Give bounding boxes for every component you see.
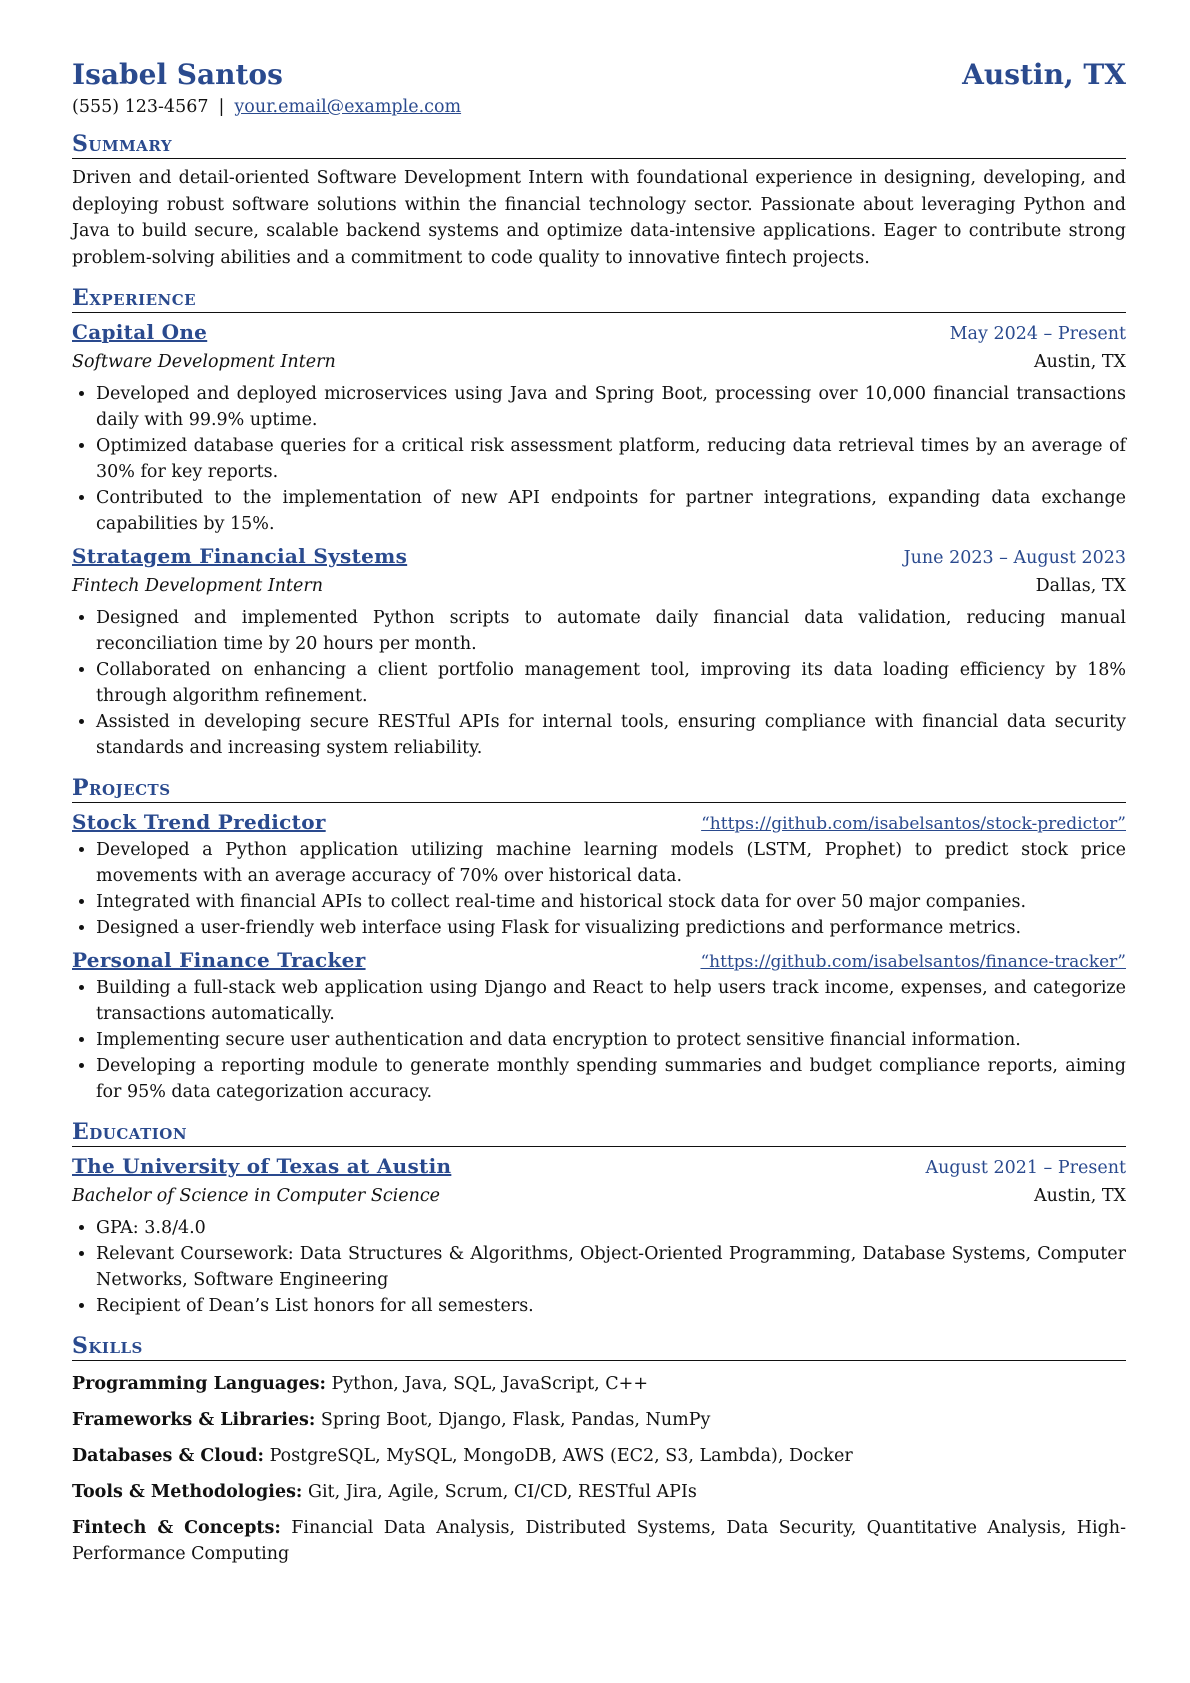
skill-label: Frameworks & Libraries:	[72, 1410, 316, 1430]
resume-page	[72, 58, 1126, 1567]
project-entry	[72, 947, 1126, 1105]
entry-location: Austin, TX	[1033, 1186, 1126, 1206]
skill-row	[72, 1443, 1126, 1469]
phone-number: (555) 123-4567	[72, 97, 209, 117]
header-location: Austin, TX	[962, 58, 1126, 91]
candidate-name: Isabel Santos	[72, 58, 283, 91]
list-item: • GPA: 3.8/4.0	[96, 1215, 1126, 1241]
email-link[interactable]: your.email@example.com	[234, 97, 462, 117]
section-title-experience: Experience	[72, 285, 1126, 313]
list-item: • Relevant Coursework: Data Structures & Algorithms, Object-Oriented Programming, Database Systems, Computer Networks, Software Engineering	[96, 1241, 1126, 1293]
education-entry	[72, 1153, 1126, 1319]
skill-row	[72, 1407, 1126, 1433]
entry-dates: August 2021 – Present	[925, 1158, 1126, 1178]
entry-dates: May 2024 – Present	[949, 324, 1126, 344]
skill-row	[72, 1515, 1126, 1567]
skill-value: PostgreSQL, MySQL, MongoDB, AWS (EC2, S3, Lambda), Docker	[269, 1446, 853, 1466]
entry-dates: June 2023 – August 2023	[903, 548, 1126, 568]
bullet-list	[72, 1215, 1126, 1319]
company-link[interactable]: Stratagem Financial Systems	[72, 544, 408, 568]
contact-separator: |	[218, 97, 225, 117]
header	[72, 58, 1126, 91]
skill-row	[72, 1479, 1126, 1505]
entry-location: Austin, TX	[1033, 352, 1126, 372]
skill-value: Spring Boot, Django, Flask, Pandas, NumPy	[320, 1410, 711, 1430]
bullet-list	[72, 605, 1126, 761]
list-item: • Developing a reporting module to generate monthly spending summaries and budget compliance reports, aiming for 95% data categorization accuracy.	[96, 1053, 1126, 1105]
bullet-list	[72, 381, 1126, 537]
list-item: • Integrated with financial APIs to collect real-time and historical stock data for over 50 major companies.	[96, 889, 1126, 915]
job-role: Software Development Intern	[72, 352, 336, 372]
contact-line	[72, 97, 1126, 117]
skill-row	[72, 1371, 1126, 1397]
skill-label: Programming Languages:	[72, 1374, 326, 1394]
list-item: • Recipient of Dean’s List honors for all semesters.	[96, 1293, 1126, 1319]
project-name-link[interactable]: Stock Trend Predictor	[72, 810, 326, 834]
list-item: • Implementing secure user authentication and data encryption to protect sensitive financial information.	[96, 1027, 1126, 1053]
degree: Bachelor of Science in Computer Science	[72, 1186, 441, 1206]
bullet-list	[72, 975, 1126, 1105]
list-item: • Designed a user-friendly web interface using Flask for visualizing predictions and performance metrics.	[96, 915, 1126, 941]
project-entry	[72, 809, 1126, 941]
list-item: • Contributed to the implementation of new API endpoints for partner integrations, expanding data exchange capabilities by 15%.	[96, 485, 1126, 537]
school-link[interactable]: The University of Texas at Austin	[72, 1154, 452, 1178]
list-item: • Designed and implemented Python scripts to automate daily financial data validation, reducing manual reconciliation time by 20 hours per month.	[96, 605, 1126, 657]
skill-label: Fintech & Concepts:	[72, 1518, 281, 1538]
list-item: • Optimized database queries for a critical risk assessment platform, reducing data retrieval times by an average of 30% for key reports.	[96, 433, 1126, 485]
section-title-summary: Summary	[72, 131, 1126, 159]
skill-value: Git, Jira, Agile, Scrum, CI/CD, RESTful APIs	[307, 1482, 697, 1502]
section-title-skills: Skills	[72, 1333, 1126, 1361]
section-title-education: Education	[72, 1119, 1126, 1147]
skill-value: Python, Java, SQL, JavaScript, C++	[331, 1374, 648, 1394]
entry-location: Dallas, TX	[1035, 576, 1126, 596]
skill-label: Databases & Cloud:	[72, 1446, 265, 1466]
experience-entry	[72, 319, 1126, 537]
bullet-list	[72, 837, 1126, 941]
list-item: • Developed a Python application utilizing machine learning models (LSTM, Prophet) to predict stock price movements with an average accuracy of 70% over historical data.	[96, 837, 1126, 889]
skill-value: Financial Data Analysis, Distributed Systems, Data Security, Quantitative Analysis, High-Performance Computing	[72, 1518, 1126, 1564]
list-item: • Developed and deployed microservices using Java and Spring Boot, processing over 10,000 financial transactions daily with 99.9% uptime.	[96, 381, 1126, 433]
list-item: • Assisted in developing secure RESTful APIs for internal tools, ensuring compliance with financial data security standards and increasing system reliability.	[96, 709, 1126, 761]
experience-entry	[72, 543, 1126, 761]
project-url-link[interactable]: “https://github.com/isabelsantos/finance-tracker”	[700, 952, 1126, 972]
skill-label: Tools & Methodologies:	[72, 1482, 303, 1502]
list-item: • Building a full-stack web application using Django and React to help users track income, expenses, and categorize transactions automatically.	[96, 975, 1126, 1027]
project-name-link[interactable]: Personal Finance Tracker	[72, 948, 366, 972]
list-item: • Collaborated on enhancing a client portfolio management tool, improving its data loading efficiency by 18% through algorithm refinement.	[96, 657, 1126, 709]
summary-text: Driven and detail-oriented Software Development Intern with foundational experience in designing, developing, and deploying robust software solutions within the financial technology sector. Passionate about leveraging Python and Java to build secure, scalable backend systems and optimize data-intensive applications. Eager to contribute strong problem-solving abilities and a commitment to code quality to innovative fintech projects.	[72, 168, 1126, 268]
company-link[interactable]: Capital One	[72, 320, 208, 344]
project-url-link[interactable]: “https://github.com/isabelsantos/stock-predictor”	[701, 814, 1126, 834]
section-title-projects: Projects	[72, 775, 1126, 803]
job-role: Fintech Development Intern	[72, 576, 324, 596]
